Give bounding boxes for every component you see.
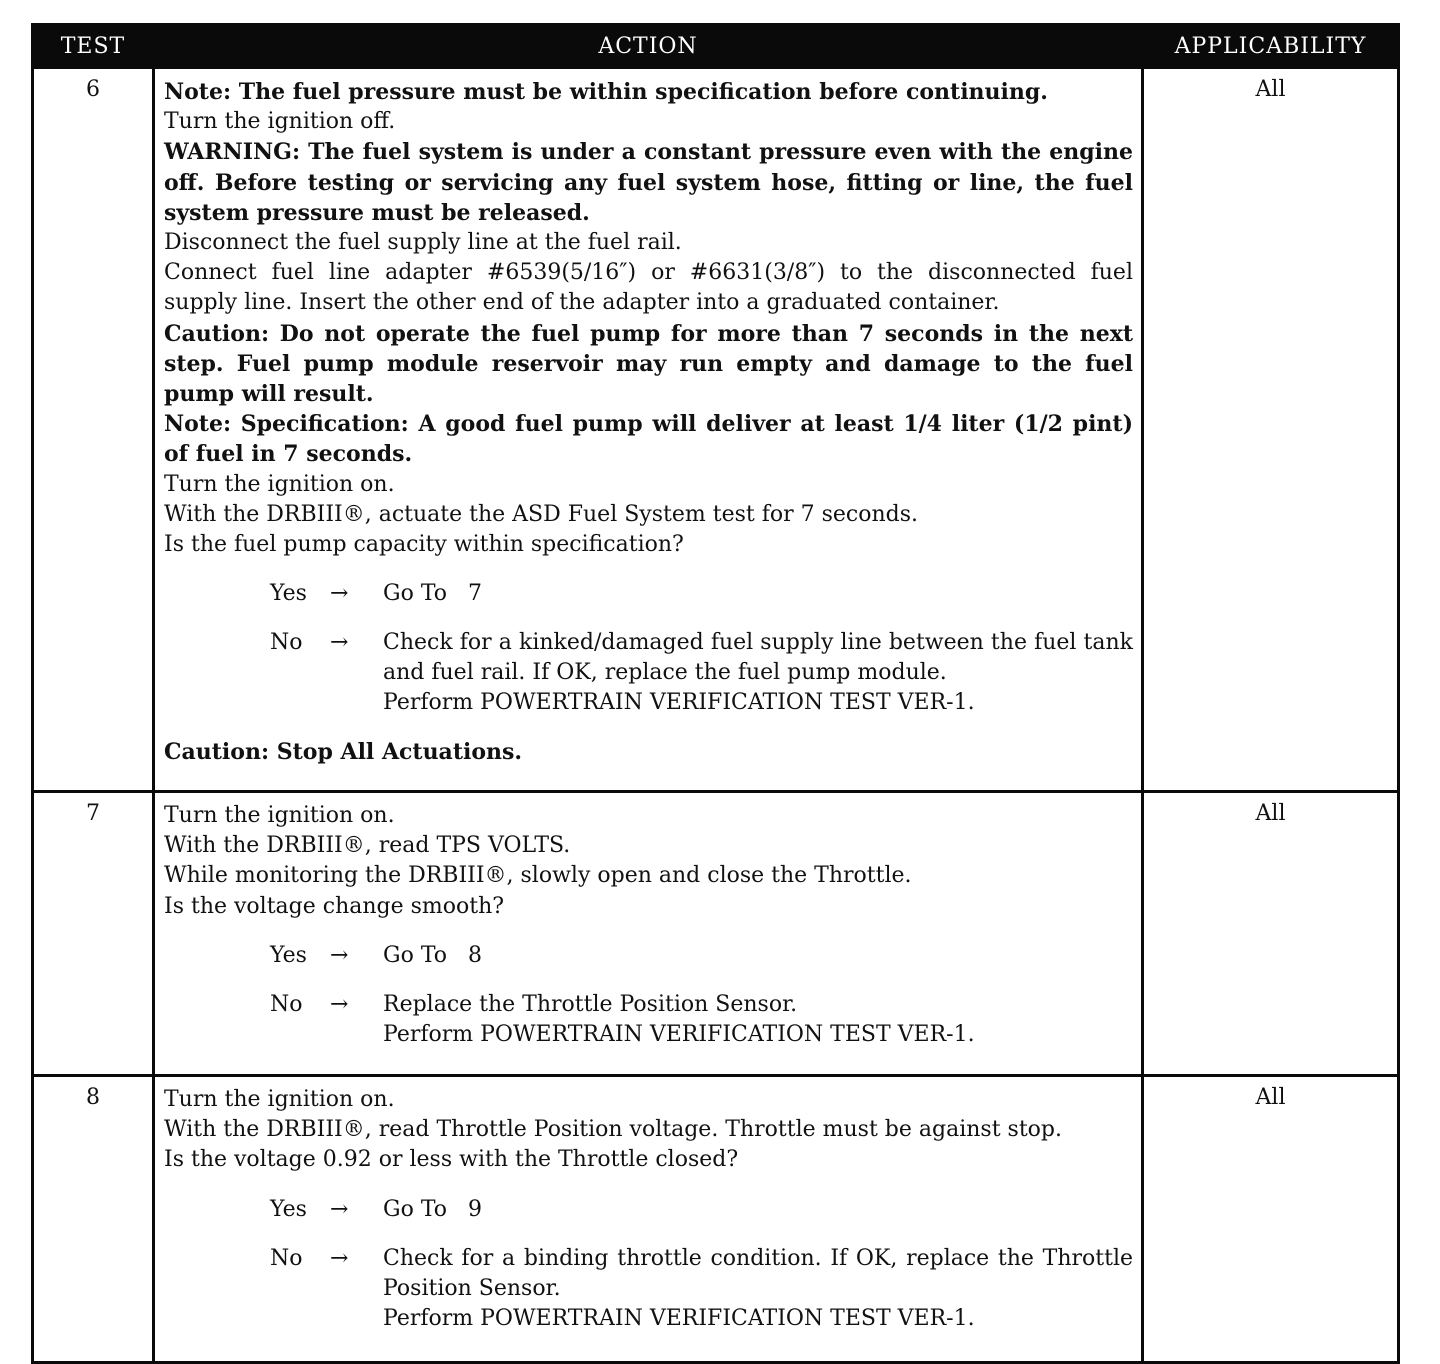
action-step: With the DRBIII®, actuate the ASD Fuel System test for 7 seconds.: [164, 501, 919, 527]
branch-yes: [164, 1195, 1133, 1225]
action-step: With the DRBIII®, read Throttle Position voltage. Throttle must be against stop.: [164, 1117, 1062, 1143]
action-branches: [164, 941, 1133, 1050]
arrow-right-icon: →: [330, 630, 349, 656]
branch-label: No: [270, 1245, 303, 1271]
test-number: 7: [33, 792, 154, 1076]
arrow-right-icon: →: [330, 1245, 349, 1271]
arrow-right-icon: →: [330, 942, 349, 968]
action-step: While monitoring the DRBIII®, slowly open and close the Throttle.: [164, 863, 912, 889]
branch-label: Yes: [270, 1196, 307, 1222]
action-lines: [164, 801, 1133, 922]
applicability-cell: All: [1143, 68, 1399, 792]
table-row: [33, 68, 1399, 792]
branch-line: Go To 7: [383, 581, 482, 607]
action-cell: [154, 68, 1143, 792]
action-lines: [164, 77, 1133, 560]
branch-line: Check for a binding throttle condition. If OK, replace the Throttle Position Sensor.: [383, 1245, 1140, 1301]
arrow-right-icon: →: [330, 1196, 349, 1222]
action-cell: [154, 1076, 1143, 1363]
table-row: [33, 792, 1399, 1076]
diagnostic-test-table: [31, 23, 1400, 1364]
branch-line: Perform POWERTRAIN VERIFICATION TEST VER-1.: [383, 1305, 975, 1331]
action-lines: [164, 1085, 1133, 1176]
branch-line: Perform POWERTRAIN VERIFICATION TEST VER-1.: [383, 1021, 975, 1047]
action-step: Connect fuel line adapter #6539(5/16″) or #6631(3/8″) to the disconnected fuel supply line. Insert the other end of the adapter into a graduated container.: [164, 260, 1133, 316]
arrow-right-icon: →: [330, 991, 349, 1017]
branch-label: Yes: [270, 581, 307, 607]
action-note: Note: The fuel pressure must be within specification before continuing.: [164, 79, 1048, 105]
applicability-cell: All: [1143, 792, 1399, 1076]
action-step: With the DRBIII®, read TPS VOLTS.: [164, 833, 571, 859]
arrow-right-icon: →: [330, 581, 349, 607]
branch-text: [383, 1195, 1133, 1225]
action-note: WARNING: The fuel system is under a constant pressure even with the engine off. Before testing or servicing any fuel system hose, fitting or line, the fuel system pressure must be released.: [164, 139, 1133, 226]
action-branches: [164, 1195, 1140, 1334]
branch-text: [383, 579, 1133, 609]
branch-text: [383, 628, 1140, 718]
action-step: Turn the ignition on.: [164, 471, 395, 497]
action-branches: [164, 579, 1140, 718]
test-number: 8: [33, 1076, 154, 1363]
action-step: Is the fuel pump capacity within specification?: [164, 532, 684, 558]
action-step: Disconnect the fuel supply line at the fuel rail.: [164, 230, 682, 256]
branch-line: Replace the Throttle Position Sensor.: [383, 991, 798, 1017]
branch-line: Go To 8: [383, 942, 482, 968]
branch-text: [383, 1244, 1140, 1334]
branch-label: No: [270, 630, 303, 656]
branch-line: Perform POWERTRAIN VERIFICATION TEST VER-1.: [383, 690, 975, 716]
branch-no: [164, 628, 1140, 718]
table-row: [33, 1076, 1399, 1363]
trailing-note: Caution: Stop All Actuations.: [164, 739, 523, 766]
action-step: Turn the ignition off.: [164, 109, 396, 135]
branch-no: [164, 990, 1133, 1050]
applicability-cell: All: [1143, 1076, 1399, 1363]
table-header-row: [33, 25, 1399, 68]
action-note: Caution: Do not operate the fuel pump for more than 7 seconds in the next step. Fuel pump module reservoir may run empty and damage to the fuel pump will result.: [164, 320, 1133, 408]
branch-line: Check for a kinked/damaged fuel supply line between the fuel tank and fuel rail. If OK, replace the fuel pump module.: [383, 630, 1140, 686]
action-note: Note: Specification: A good fuel pump will deliver at least 1/4 liter (1/2 pint) of fuel in 7 seconds.: [164, 411, 1133, 468]
header-action: ACTION: [154, 25, 1143, 68]
branch-no: [164, 1244, 1140, 1334]
test-number: 6: [33, 68, 154, 792]
action-step: Is the voltage change smooth?: [164, 893, 505, 919]
header-applicability: APPLICABILITY: [1143, 25, 1399, 68]
header-test: TEST: [33, 25, 154, 68]
branch-label: No: [270, 991, 303, 1017]
branch-text: [383, 941, 1133, 971]
branch-line: Go To 9: [383, 1196, 482, 1222]
branch-yes: [164, 579, 1133, 609]
branch-text: [383, 990, 1133, 1050]
action-step: Turn the ignition on.: [164, 803, 395, 828]
action-step: Is the voltage 0.92 or less with the Throttle closed?: [164, 1147, 739, 1173]
branch-yes: [164, 941, 1133, 971]
branch-label: Yes: [270, 942, 307, 968]
action-cell: [154, 792, 1143, 1076]
action-step: Turn the ignition on.: [164, 1087, 395, 1112]
